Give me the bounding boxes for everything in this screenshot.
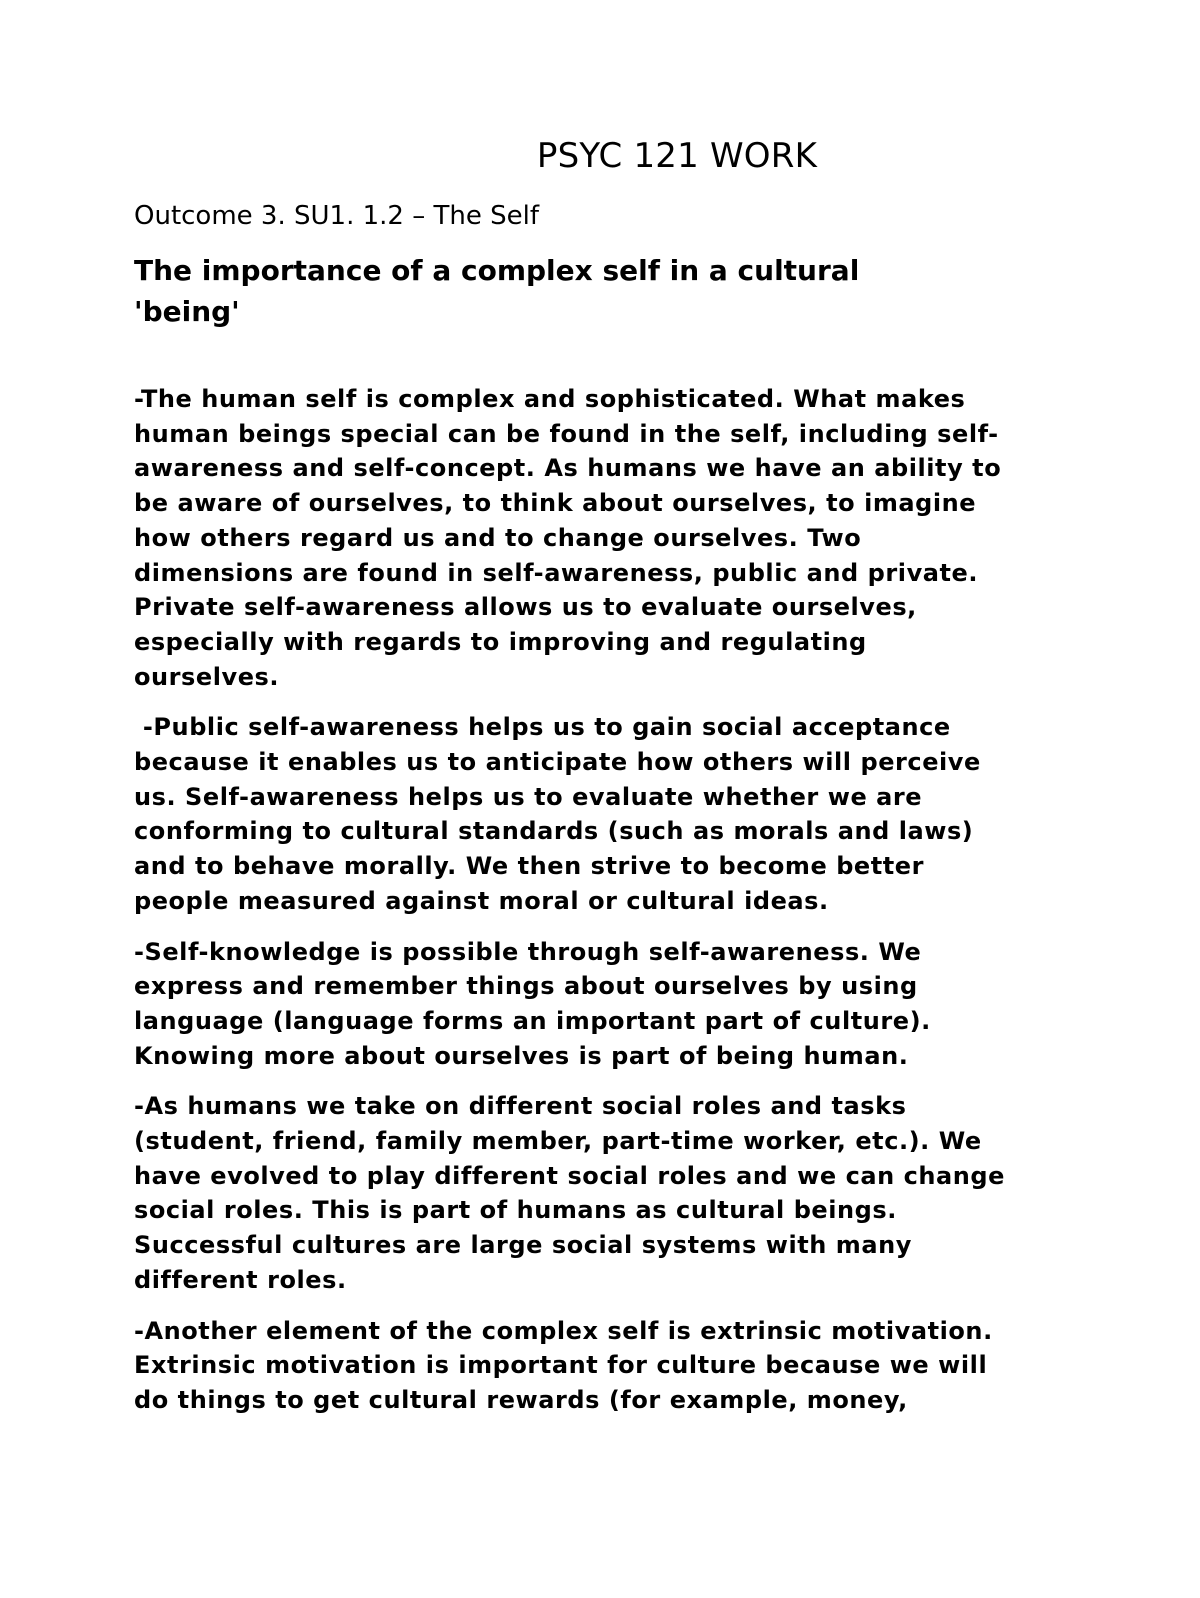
paragraph-line: -Another element of the complex self is extrinsic motivation. [134,1316,993,1345]
paragraph-line: -As humans we take on different social roles and tasks [134,1092,907,1121]
body-paragraph [134,935,1054,1074]
heading-line: The importance of a complex self in a cultural [134,254,860,287]
paragraph-line: different roles. [134,1265,347,1294]
paragraph-line: Successful cultures are large social systems with many [134,1231,912,1260]
paragraph-line: -Public self-awareness helps us to gain social acceptance [134,713,951,742]
paragraph-line: -The human self is complex and sophisticated. What makes [134,385,966,413]
body-paragraph [134,710,1054,918]
paragraph-line: people measured against moral or cultural ideas. [134,886,829,915]
paragraph-line: Extrinsic motivation is important for culture because we will [134,1351,988,1380]
paragraph-line: Private self-awareness allows us to evaluate ourselves, [134,593,917,622]
paragraph-line: do things to get cultural rewards (for example, money, [134,1385,908,1414]
paragraph-line: dimensions are found in self-awareness, public and private. [134,558,979,587]
paragraph-line: because it enables us to anticipate how others will perceive [134,748,981,777]
document-title: PSYC 121 WORK [536,136,818,176]
outcome-subtitle: Outcome 3. SU1. 1.2 – The Self [134,201,539,231]
paragraph-line: language (language forms an important part of culture). [134,1006,931,1035]
body-paragraph [134,1089,1054,1297]
paragraph-line: social roles. This is part of humans as cultural beings. [134,1196,897,1225]
section-heading [134,250,1054,332]
paragraph-line: -Self-knowledge is possible through self-awareness. We [134,937,922,966]
paragraph-list [134,382,1054,1418]
paragraph-line: conforming to cultural standards (such as morals and laws) [134,817,974,846]
heading-line: 'being' [134,295,240,328]
paragraph-line: ourselves. [134,662,280,691]
paragraph-line: have evolved to play different social roles and we can change [134,1161,1005,1190]
paragraph-line: (student, friend, family member, part-time worker, etc.). We [134,1127,982,1156]
body-paragraph [134,1314,1054,1418]
paragraph-line: and to behave morally. We then strive to become better [134,852,925,881]
document-body [134,198,1054,1434]
paragraph-line: be aware of ourselves, to think about ourselves, to imagine [134,489,977,518]
paragraph-line: especially with regards to improving and regulating [134,627,867,656]
paragraph-line: awareness and self-concept. As humans we have an ability to [134,454,1002,483]
paragraph-line: express and remember things about ourselves by using [134,972,918,1001]
paragraph-line: Knowing more about ourselves is part of being human. [134,1041,909,1070]
body-paragraph [134,382,1054,694]
paragraph-line: how others regard us and to change ourselves. Two [134,523,862,552]
paragraph-line: human beings special can be found in the self, including self- [134,419,999,448]
paragraph-line: us. Self-awareness helps us to evaluate whether we are [134,782,923,811]
